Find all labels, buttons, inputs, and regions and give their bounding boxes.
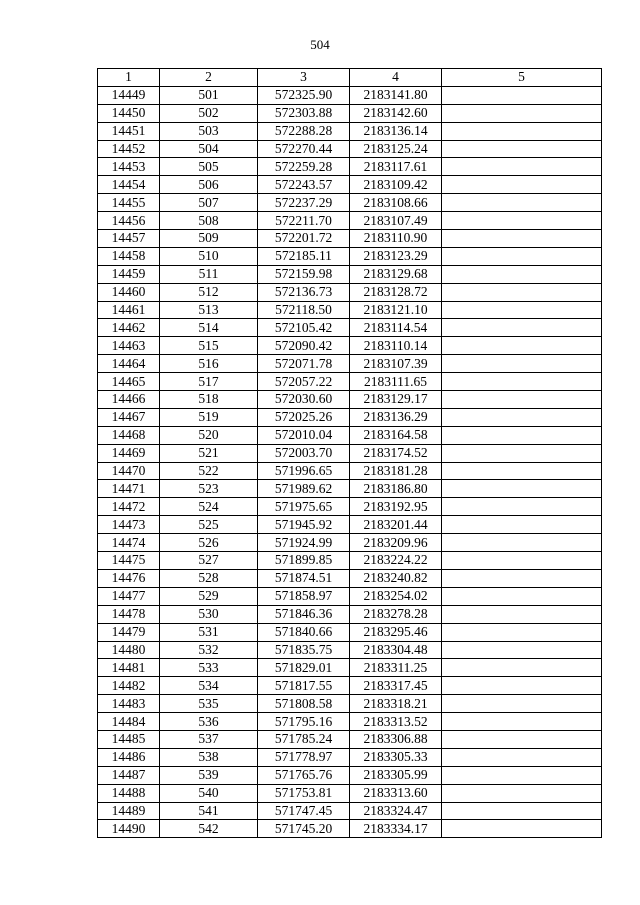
x-coordinate-cell: 571753.81	[258, 784, 350, 802]
note-cell	[442, 498, 602, 516]
y-coordinate-cell: 2183311.25	[350, 659, 442, 677]
y-coordinate-cell: 2183295.46	[350, 623, 442, 641]
y-coordinate-cell: 2183108.66	[350, 194, 442, 212]
index-cell: 514	[160, 319, 258, 337]
x-coordinate-cell: 572270.44	[258, 140, 350, 158]
table-row	[98, 140, 602, 158]
table-row	[98, 212, 602, 230]
y-coordinate-cell: 2183254.02	[350, 587, 442, 605]
note-cell	[442, 444, 602, 462]
index-cell: 535	[160, 695, 258, 713]
index-cell: 521	[160, 444, 258, 462]
point-number-cell: 14471	[98, 480, 160, 498]
y-coordinate-cell: 2183317.45	[350, 677, 442, 695]
note-cell	[442, 641, 602, 659]
y-coordinate-cell: 2183111.65	[350, 373, 442, 391]
note-cell	[442, 730, 602, 748]
table-row	[98, 283, 602, 301]
x-coordinate-cell: 571874.51	[258, 569, 350, 587]
table-row	[98, 194, 602, 212]
y-coordinate-cell: 2183318.21	[350, 695, 442, 713]
index-cell: 539	[160, 766, 258, 784]
index-cell: 512	[160, 283, 258, 301]
index-cell: 524	[160, 498, 258, 516]
point-number-cell: 14477	[98, 587, 160, 605]
y-coordinate-cell: 2183136.14	[350, 122, 442, 140]
point-number-cell: 14459	[98, 265, 160, 283]
y-coordinate-cell: 2183107.49	[350, 212, 442, 230]
point-number-cell: 14454	[98, 176, 160, 194]
x-coordinate-cell: 571829.01	[258, 659, 350, 677]
x-coordinate-cell: 572010.04	[258, 426, 350, 444]
table-row	[98, 498, 602, 516]
index-cell: 508	[160, 212, 258, 230]
note-cell	[442, 212, 602, 230]
table-row	[98, 766, 602, 784]
y-coordinate-cell: 2183209.96	[350, 534, 442, 552]
y-coordinate-cell: 2183181.28	[350, 462, 442, 480]
index-cell: 542	[160, 820, 258, 838]
table-row	[98, 677, 602, 695]
note-cell	[442, 462, 602, 480]
x-coordinate-cell: 571989.62	[258, 480, 350, 498]
note-cell	[442, 623, 602, 641]
note-cell	[442, 122, 602, 140]
table-row	[98, 355, 602, 373]
point-number-cell: 14472	[98, 498, 160, 516]
table-row	[98, 641, 602, 659]
y-coordinate-cell: 2183306.88	[350, 730, 442, 748]
x-coordinate-cell: 572259.28	[258, 158, 350, 176]
note-cell	[442, 283, 602, 301]
x-coordinate-cell: 572071.78	[258, 355, 350, 373]
point-number-cell: 14449	[98, 86, 160, 104]
y-coordinate-cell: 2183129.17	[350, 391, 442, 409]
table-row	[98, 176, 602, 194]
index-cell: 538	[160, 748, 258, 766]
y-coordinate-cell: 2183324.47	[350, 802, 442, 820]
x-coordinate-cell: 571765.76	[258, 766, 350, 784]
note-cell	[442, 587, 602, 605]
x-coordinate-cell: 571924.99	[258, 534, 350, 552]
note-cell	[442, 659, 602, 677]
index-cell: 523	[160, 480, 258, 498]
page-number: 504	[310, 37, 330, 52]
x-coordinate-cell: 572118.50	[258, 301, 350, 319]
point-number-cell: 14482	[98, 677, 160, 695]
table-row	[98, 569, 602, 587]
note-cell	[442, 516, 602, 534]
y-coordinate-cell: 2183278.28	[350, 605, 442, 623]
note-cell	[442, 569, 602, 587]
index-cell: 531	[160, 623, 258, 641]
note-cell	[442, 86, 602, 104]
point-number-cell: 14451	[98, 122, 160, 140]
x-coordinate-cell: 572159.98	[258, 265, 350, 283]
table-row	[98, 587, 602, 605]
index-cell: 525	[160, 516, 258, 534]
y-coordinate-cell: 2183201.44	[350, 516, 442, 534]
x-coordinate-cell: 571840.66	[258, 623, 350, 641]
table-row	[98, 820, 602, 838]
y-coordinate-cell: 2183129.68	[350, 265, 442, 283]
y-coordinate-cell: 2183313.60	[350, 784, 442, 802]
point-number-cell: 14480	[98, 641, 160, 659]
y-coordinate-cell: 2183224.22	[350, 552, 442, 570]
point-number-cell: 14461	[98, 301, 160, 319]
table-row	[98, 408, 602, 426]
note-cell	[442, 802, 602, 820]
note-cell	[442, 176, 602, 194]
index-cell: 509	[160, 230, 258, 248]
index-cell: 502	[160, 104, 258, 122]
y-coordinate-cell: 2183128.72	[350, 283, 442, 301]
column-header-2: 2	[160, 69, 258, 87]
table-row	[98, 480, 602, 498]
point-number-cell: 14476	[98, 569, 160, 587]
y-coordinate-cell: 2183109.42	[350, 176, 442, 194]
coordinates-table	[97, 68, 602, 838]
x-coordinate-cell: 572243.57	[258, 176, 350, 194]
column-header-4: 4	[350, 69, 442, 87]
x-coordinate-cell: 572105.42	[258, 319, 350, 337]
x-coordinate-cell: 572025.26	[258, 408, 350, 426]
index-cell: 527	[160, 552, 258, 570]
y-coordinate-cell: 2183304.48	[350, 641, 442, 659]
note-cell	[442, 337, 602, 355]
note-cell	[442, 265, 602, 283]
x-coordinate-cell: 572057.22	[258, 373, 350, 391]
index-cell: 503	[160, 122, 258, 140]
note-cell	[442, 534, 602, 552]
point-number-cell: 14468	[98, 426, 160, 444]
note-cell	[442, 480, 602, 498]
index-cell: 520	[160, 426, 258, 444]
table-row	[98, 158, 602, 176]
table-row	[98, 730, 602, 748]
note-cell	[442, 426, 602, 444]
x-coordinate-cell: 572288.28	[258, 122, 350, 140]
note-cell	[442, 820, 602, 838]
table-row	[98, 373, 602, 391]
note-cell	[442, 713, 602, 731]
note-cell	[442, 408, 602, 426]
y-coordinate-cell: 2183125.24	[350, 140, 442, 158]
index-cell: 541	[160, 802, 258, 820]
point-number-cell: 14490	[98, 820, 160, 838]
point-number-cell: 14484	[98, 713, 160, 731]
y-coordinate-cell: 2183117.61	[350, 158, 442, 176]
point-number-cell: 14460	[98, 283, 160, 301]
y-coordinate-cell: 2183305.99	[350, 766, 442, 784]
y-coordinate-cell: 2183334.17	[350, 820, 442, 838]
point-number-cell: 14464	[98, 355, 160, 373]
note-cell	[442, 247, 602, 265]
y-coordinate-cell: 2183114.54	[350, 319, 442, 337]
note-cell	[442, 784, 602, 802]
index-cell: 536	[160, 713, 258, 731]
note-cell	[442, 230, 602, 248]
table-row	[98, 319, 602, 337]
table-row	[98, 802, 602, 820]
x-coordinate-cell: 571747.45	[258, 802, 350, 820]
y-coordinate-cell: 2183123.29	[350, 247, 442, 265]
table-row	[98, 605, 602, 623]
point-number-cell: 14450	[98, 104, 160, 122]
index-cell: 528	[160, 569, 258, 587]
index-cell: 532	[160, 641, 258, 659]
x-coordinate-cell: 571975.65	[258, 498, 350, 516]
table-row	[98, 784, 602, 802]
table-row	[98, 623, 602, 641]
note-cell	[442, 301, 602, 319]
point-number-cell: 14458	[98, 247, 160, 265]
point-number-cell: 14481	[98, 659, 160, 677]
point-number-cell: 14478	[98, 605, 160, 623]
table-row	[98, 301, 602, 319]
index-cell: 534	[160, 677, 258, 695]
x-coordinate-cell: 571945.92	[258, 516, 350, 534]
index-cell: 517	[160, 373, 258, 391]
index-cell: 513	[160, 301, 258, 319]
table-row	[98, 86, 602, 104]
point-number-cell: 14488	[98, 784, 160, 802]
table-row	[98, 695, 602, 713]
index-cell: 515	[160, 337, 258, 355]
index-cell: 537	[160, 730, 258, 748]
table-row	[98, 122, 602, 140]
point-number-cell: 14473	[98, 516, 160, 534]
note-cell	[442, 158, 602, 176]
index-cell: 507	[160, 194, 258, 212]
point-number-cell: 14485	[98, 730, 160, 748]
table-row	[98, 391, 602, 409]
index-cell: 540	[160, 784, 258, 802]
point-number-cell: 14475	[98, 552, 160, 570]
point-number-cell: 14463	[98, 337, 160, 355]
point-number-cell: 14469	[98, 444, 160, 462]
y-coordinate-cell: 2183142.60	[350, 104, 442, 122]
table-header	[98, 69, 602, 87]
index-cell: 526	[160, 534, 258, 552]
index-cell: 510	[160, 247, 258, 265]
y-coordinate-cell: 2183192.95	[350, 498, 442, 516]
index-cell: 518	[160, 391, 258, 409]
y-coordinate-cell: 2183313.52	[350, 713, 442, 731]
y-coordinate-cell: 2183141.80	[350, 86, 442, 104]
table-body	[98, 86, 602, 837]
table-row	[98, 247, 602, 265]
point-number-cell: 14456	[98, 212, 160, 230]
x-coordinate-cell: 572325.90	[258, 86, 350, 104]
index-cell: 511	[160, 265, 258, 283]
index-cell: 533	[160, 659, 258, 677]
note-cell	[442, 104, 602, 122]
table-row	[98, 337, 602, 355]
point-number-cell: 14479	[98, 623, 160, 641]
table-row	[98, 426, 602, 444]
note-cell	[442, 552, 602, 570]
table-row	[98, 230, 602, 248]
x-coordinate-cell: 571996.65	[258, 462, 350, 480]
note-cell	[442, 391, 602, 409]
table-row	[98, 265, 602, 283]
index-cell: 519	[160, 408, 258, 426]
y-coordinate-cell: 2183164.58	[350, 426, 442, 444]
x-coordinate-cell: 572201.72	[258, 230, 350, 248]
point-number-cell: 14462	[98, 319, 160, 337]
x-coordinate-cell: 572136.73	[258, 283, 350, 301]
note-cell	[442, 319, 602, 337]
y-coordinate-cell: 2183174.52	[350, 444, 442, 462]
column-header-3: 3	[258, 69, 350, 87]
y-coordinate-cell: 2183305.33	[350, 748, 442, 766]
index-cell: 529	[160, 587, 258, 605]
note-cell	[442, 748, 602, 766]
point-number-cell: 14453	[98, 158, 160, 176]
index-cell: 522	[160, 462, 258, 480]
note-cell	[442, 695, 602, 713]
x-coordinate-cell: 571846.36	[258, 605, 350, 623]
index-cell: 505	[160, 158, 258, 176]
x-coordinate-cell: 571745.20	[258, 820, 350, 838]
header-row	[98, 69, 602, 87]
column-header-5: 5	[442, 69, 602, 87]
point-number-cell: 14467	[98, 408, 160, 426]
point-number-cell: 14465	[98, 373, 160, 391]
point-number-cell: 14466	[98, 391, 160, 409]
point-number-cell: 14483	[98, 695, 160, 713]
column-header-1: 1	[98, 69, 160, 87]
index-cell: 506	[160, 176, 258, 194]
x-coordinate-cell: 572303.88	[258, 104, 350, 122]
table-row	[98, 713, 602, 731]
point-number-cell: 14474	[98, 534, 160, 552]
y-coordinate-cell: 2183110.14	[350, 337, 442, 355]
point-number-cell: 14452	[98, 140, 160, 158]
point-number-cell: 14470	[98, 462, 160, 480]
x-coordinate-cell: 571835.75	[258, 641, 350, 659]
y-coordinate-cell: 2183136.29	[350, 408, 442, 426]
y-coordinate-cell: 2183110.90	[350, 230, 442, 248]
index-cell: 504	[160, 140, 258, 158]
table-row	[98, 444, 602, 462]
x-coordinate-cell: 572003.70	[258, 444, 350, 462]
index-cell: 501	[160, 86, 258, 104]
y-coordinate-cell: 2183121.10	[350, 301, 442, 319]
x-coordinate-cell: 571785.24	[258, 730, 350, 748]
point-number-cell: 14457	[98, 230, 160, 248]
x-coordinate-cell: 571858.97	[258, 587, 350, 605]
x-coordinate-cell: 572211.70	[258, 212, 350, 230]
note-cell	[442, 140, 602, 158]
index-cell: 516	[160, 355, 258, 373]
y-coordinate-cell: 2183240.82	[350, 569, 442, 587]
x-coordinate-cell: 571817.55	[258, 677, 350, 695]
y-coordinate-cell: 2183186.80	[350, 480, 442, 498]
x-coordinate-cell: 572090.42	[258, 337, 350, 355]
table-row	[98, 462, 602, 480]
x-coordinate-cell: 571899.85	[258, 552, 350, 570]
point-number-cell: 14455	[98, 194, 160, 212]
note-cell	[442, 373, 602, 391]
x-coordinate-cell: 572237.29	[258, 194, 350, 212]
point-number-cell: 14486	[98, 748, 160, 766]
x-coordinate-cell: 572030.60	[258, 391, 350, 409]
note-cell	[442, 677, 602, 695]
x-coordinate-cell: 572185.11	[258, 247, 350, 265]
note-cell	[442, 355, 602, 373]
table-row	[98, 748, 602, 766]
note-cell	[442, 766, 602, 784]
table-row	[98, 516, 602, 534]
x-coordinate-cell: 571778.97	[258, 748, 350, 766]
point-number-cell: 14489	[98, 802, 160, 820]
table-row	[98, 552, 602, 570]
y-coordinate-cell: 2183107.39	[350, 355, 442, 373]
note-cell	[442, 605, 602, 623]
note-cell	[442, 194, 602, 212]
index-cell: 530	[160, 605, 258, 623]
point-number-cell: 14487	[98, 766, 160, 784]
x-coordinate-cell: 571808.58	[258, 695, 350, 713]
x-coordinate-cell: 571795.16	[258, 713, 350, 731]
table-row	[98, 659, 602, 677]
table-row	[98, 104, 602, 122]
table-row	[98, 534, 602, 552]
